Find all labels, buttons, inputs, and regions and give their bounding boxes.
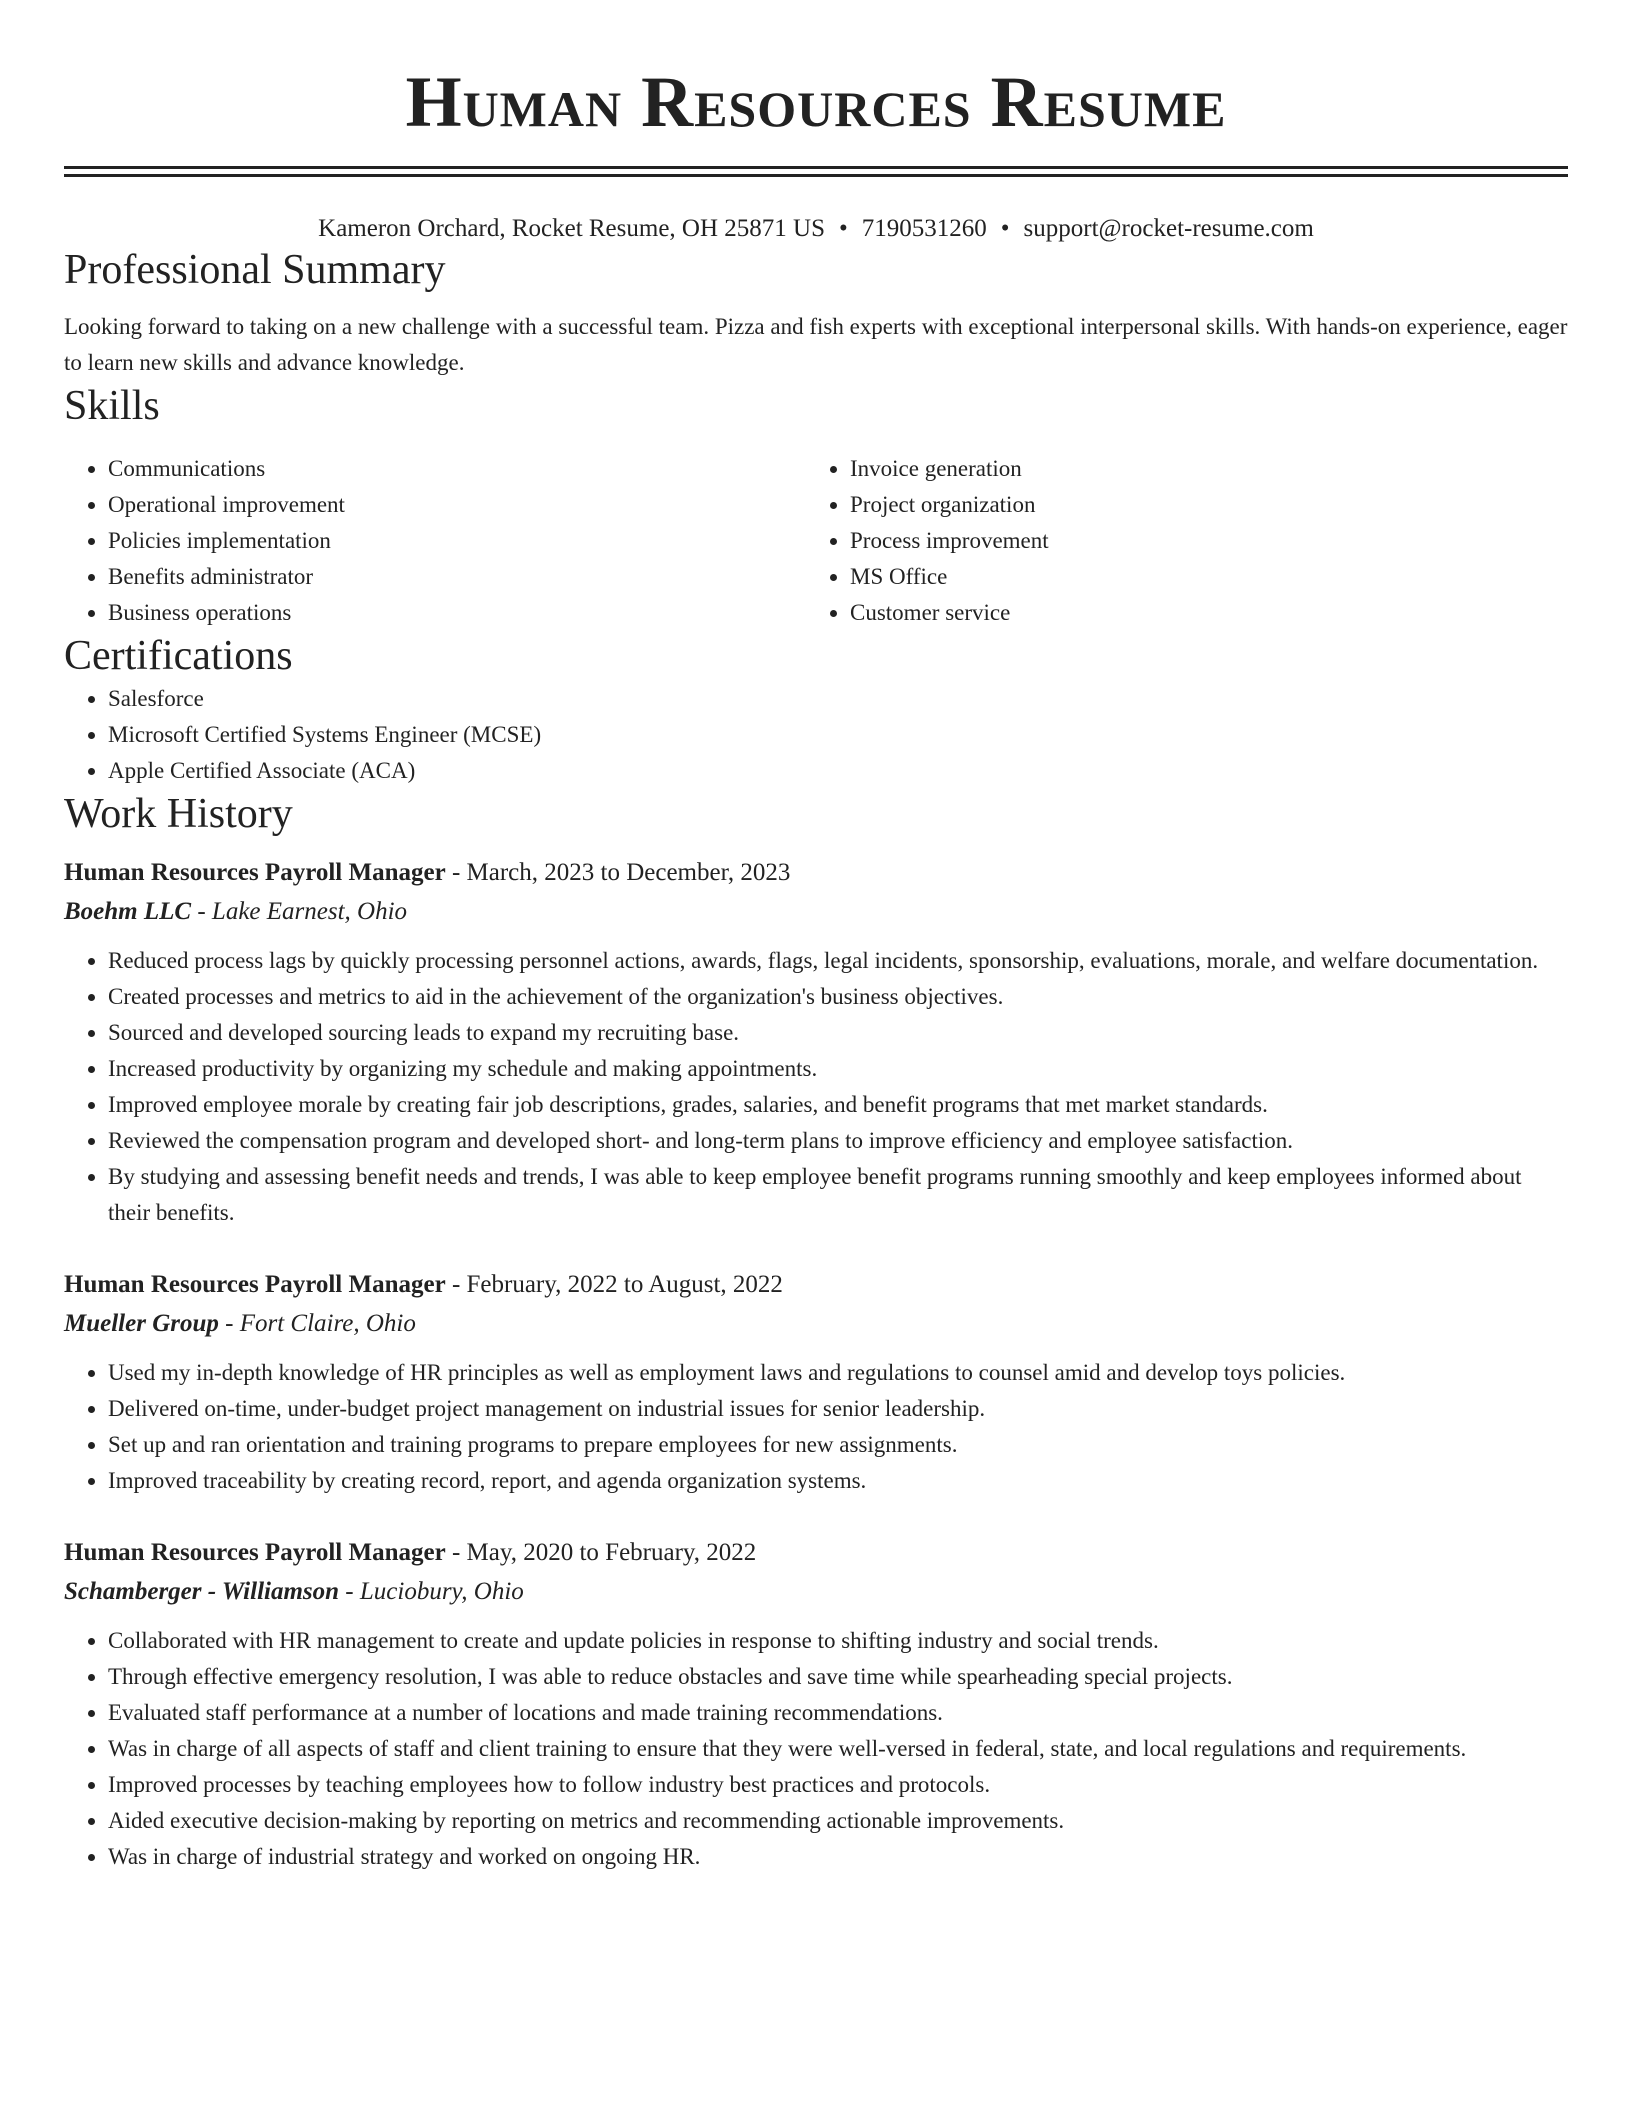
job-bullet: • Collaborated with HR management to create and update policies in response to shifting industry and social trends. — [108, 1623, 1568, 1659]
skills-list-right — [806, 451, 1548, 631]
job-bullet: • Reviewed the compensation program and developed short- and long-term plans to improve efficiency and employee satisfaction. — [108, 1123, 1568, 1159]
job-company: Boehm LLC — [64, 898, 192, 925]
job-dates: - February, 2022 to August, 2022 — [445, 1271, 783, 1298]
job-title: Human Resources Payroll Manager — [64, 1539, 446, 1566]
contact-address: Kameron Orchard, Rocket Resume, OH 25871 US — [318, 215, 825, 242]
job-bullet: • Reduced process lags by quickly processing personnel actions, awards, flags, legal incidents, sponsorship, evaluations, morale, and welfare documentation. — [108, 943, 1568, 979]
contact-separator: • — [1000, 215, 1010, 242]
skill-item: • Invoice generation — [850, 451, 1548, 487]
job-company-line — [64, 1573, 1568, 1611]
skills-column-left — [64, 451, 806, 631]
job-bullet: • Used my in-depth knowledge of HR principles as well as employment laws and regulations to counsel amid and develop toys policies. — [108, 1355, 1568, 1391]
resume-page — [64, 0, 1568, 1875]
contact-separator: • — [839, 215, 848, 242]
skill-item: • MS Office — [850, 559, 1548, 595]
job-title: Human Resources Payroll Manager — [64, 1271, 446, 1298]
job-bullet: • Sourced and developed sourcing leads to expand my recruiting base. — [108, 1015, 1568, 1051]
certifications-heading: Certifications — [64, 633, 293, 679]
skills-column-right — [806, 451, 1548, 631]
title-rule-top — [64, 166, 1568, 169]
job-bullet: • Was in charge of all aspects of staff and client training to ensure that they were well-versed in federal, state, and local regulations and requirements. — [108, 1731, 1568, 1767]
skill-item: • Business operations — [108, 595, 806, 631]
skill-item: • Policies implementation — [108, 523, 806, 559]
certification-item: • Apple Certified Associate (ACA) — [108, 753, 1568, 789]
skills-columns — [64, 451, 1568, 631]
certifications-list — [64, 681, 1568, 789]
skills-heading: Skills — [64, 383, 160, 429]
work-history-heading: Work History — [64, 791, 293, 837]
job-bullets — [64, 943, 1568, 1231]
skill-item: • Process improvement — [850, 523, 1548, 559]
job-bullet: • Delivered on-time, under-budget project management on industrial issues for senior leadership. — [108, 1391, 1568, 1427]
job-bullet: • Increased productivity by organizing my schedule and making appointments. — [108, 1051, 1568, 1087]
skill-item: • Benefits administrator — [108, 559, 806, 595]
job-entry — [64, 1533, 1568, 1875]
skills-list-left — [64, 451, 806, 631]
job-bullet: • By studying and assessing benefit needs and trends, I was able to keep employee benefit programs running smoothly and keep employees informed about their benefits. — [108, 1159, 1568, 1231]
skill-item: • Project organization — [850, 487, 1548, 523]
job-dates: - May, 2020 to February, 2022 — [445, 1539, 757, 1566]
job-bullets — [64, 1355, 1568, 1499]
job-bullets — [64, 1623, 1568, 1875]
job-bullet: • Through effective emergency resolution, I was able to reduce obstacles and save time while spearheading special projects. — [108, 1659, 1568, 1695]
job-location: - Fort Claire, Ohio — [218, 1310, 416, 1337]
job-company-line — [64, 1305, 1568, 1343]
summary-text: Looking forward to taking on a new challenge with a successful team. Pizza and fish experts with exceptional interpersonal skills. With hands-on experience, eager to learn new skills and advance knowledge. — [64, 314, 1568, 375]
job-company: Mueller Group — [64, 1310, 219, 1337]
summary-heading: Professional Summary — [64, 247, 446, 293]
job-bullet: • Evaluated staff performance at a number of locations and made training recommendations. — [108, 1695, 1568, 1731]
job-bullet: • Aided executive decision-making by reporting on metrics and recommending actionable improvements. — [108, 1803, 1568, 1839]
contact-phone: 7190531260 — [861, 215, 987, 242]
skill-item: • Customer service — [850, 595, 1548, 631]
resume-title: Human Resources Resume — [405, 62, 1227, 142]
contact-line — [64, 213, 1568, 245]
contact-email: support@rocket-resume.com — [1023, 215, 1314, 242]
job-title-line — [64, 1265, 1568, 1305]
job-title: Human Resources Payroll Manager — [64, 859, 446, 886]
job-dates: - March, 2023 to December, 2023 — [445, 859, 791, 886]
job-entry — [64, 853, 1568, 1231]
certification-item: • Microsoft Certified Systems Engineer (MCSE) — [108, 717, 1568, 753]
job-bullet: • Improved processes by teaching employees how to follow industry best practices and protocols. — [108, 1767, 1568, 1803]
job-title-line — [64, 1533, 1568, 1573]
job-bullet: • Was in charge of industrial strategy and worked on ongoing HR. — [108, 1839, 1568, 1875]
certification-item: • Salesforce — [108, 681, 1568, 717]
job-location: - Luciobury, Ohio — [339, 1578, 524, 1605]
job-bullet: • Set up and ran orientation and training programs to prepare employees for new assignments. — [108, 1427, 1568, 1463]
job-company: Schamberger - Williamson — [64, 1578, 340, 1605]
skill-item: • Communications — [108, 451, 806, 487]
skill-item: • Operational improvement — [108, 487, 806, 523]
job-bullet: • Improved traceability by creating record, report, and agenda organization systems. — [108, 1463, 1568, 1499]
job-bullet: • Improved employee morale by creating fair job descriptions, grades, salaries, and benefit programs that met market standards. — [108, 1087, 1568, 1123]
title-rule-bottom — [64, 174, 1568, 177]
job-company-line — [64, 893, 1568, 931]
job-location: - Lake Earnest, Ohio — [191, 898, 408, 925]
job-bullet: • Created processes and metrics to aid in the achievement of the organization's business objectives. — [108, 979, 1568, 1015]
job-title-line — [64, 853, 1568, 893]
job-entry — [64, 1265, 1568, 1499]
